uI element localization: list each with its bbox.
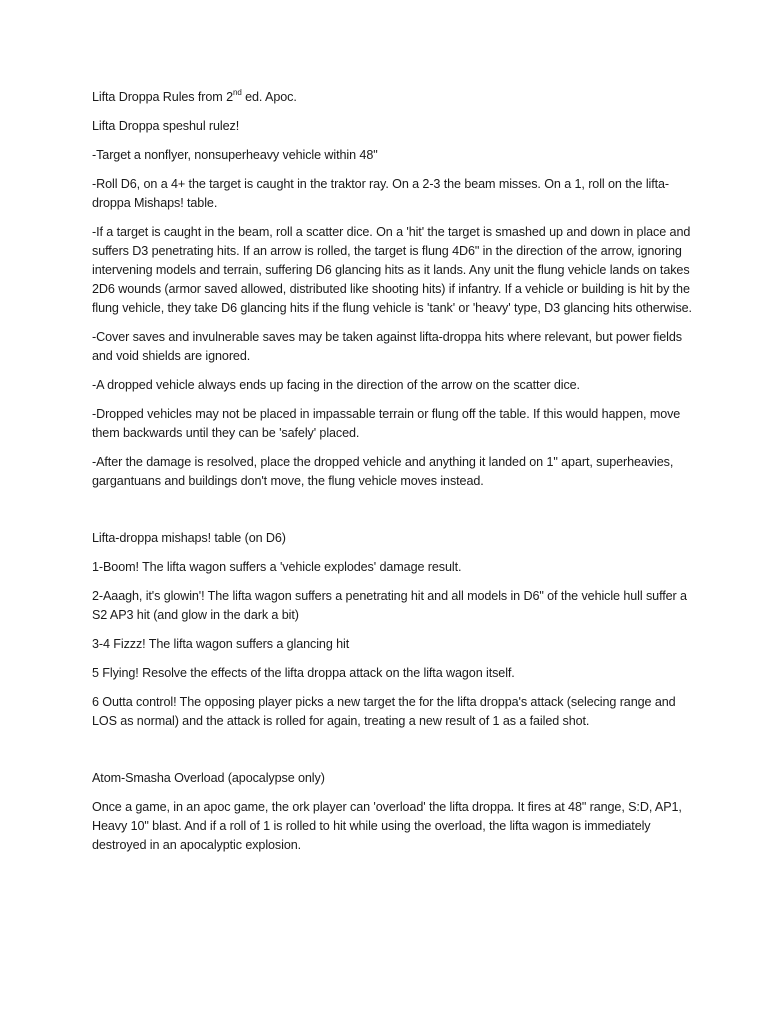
- mishap-entry: 1-Boom! The lifta wagon suffers a 'vehicle explodes' damage result.: [92, 560, 462, 574]
- overload-heading: Atom-Smasha Overload (apocalypse only): [92, 771, 325, 785]
- section-spacer: [92, 741, 692, 769]
- mishap-entry: 5 Flying! Resolve the effects of the lifta droppa attack on the lifta wagon itself.: [92, 666, 515, 680]
- rule-paragraph: -After the damage is resolved, place the dropped vehicle and anything it landed on 1" apart, superheavies, gargantuans and buildings don't move, the flung vehicle moves instead.: [92, 455, 674, 488]
- title-prefix: Lifta Droppa Rules from 2: [92, 90, 233, 104]
- document-page: [92, 88, 692, 865]
- mishaps-heading: Lifta-droppa mishaps! table (on D6): [92, 531, 286, 545]
- title-suffix: ed. Apoc.: [241, 90, 297, 104]
- rule-paragraph: -Cover saves and invulnerable saves may be taken against lifta-droppa hits where relevant, but power fields and void shields are ignored.: [92, 330, 682, 363]
- rule-paragraph: -Dropped vehicles may not be placed in impassable terrain or flung off the table. If this would happen, move them backwards until they can be 'safely' placed.: [92, 407, 681, 440]
- section-spacer: [92, 501, 692, 529]
- rule-paragraph: -If a target is caught in the beam, roll a scatter dice. On a 'hit' the target is smashed up and down in place and suffers D3 penetrating hits. If an arrow is rolled, the target is flung 4D6" in the direction of the arrow, ignoring intervening models and terrain, suffering D6 glancing hits as it lands. Any unit the flung vehicle lands on takes 2D6 wounds (armor saved allowed, distributed like shooting hits) if infantry. If a vehicle or building is hit by the flung vehicle, they take D6 glancing hits if the flung vehicle is 'tank' or 'heavy' type, D3 glancing hits otherwise.: [92, 225, 692, 315]
- document-title: [92, 88, 692, 107]
- overload-body: Once a game, in an apoc game, the ork player can 'overload' the lifta droppa. It fires at 48" range, S:D, AP1, Heavy 10" blast. And if a roll of 1 is rolled to hit while using the overload, the lifta wagon is immediately destroyed in an apocalyptic explosion.: [92, 800, 682, 852]
- rule-paragraph: -Target a nonflyer, nonsuperheavy vehicle within 48": [92, 148, 378, 162]
- mishap-entry: 6 Outta control! The opposing player picks a new target the for the lifta droppa's attack (selecing range and LOS as normal) and the attack is rolled for again, treating a new result of 1 as a failed shot.: [92, 695, 676, 728]
- rules-heading: Lifta Droppa speshul rulez!: [92, 119, 240, 133]
- mishap-entry: 3-4 Fizzz! The lifta wagon suffers a glancing hit: [92, 637, 350, 651]
- rule-paragraph: -Roll D6, on a 4+ the target is caught in the traktor ray. On a 2-3 the beam misses. On a 1, roll on the lifta-droppa Mishaps! table.: [92, 177, 670, 210]
- rule-paragraph: -A dropped vehicle always ends up facing in the direction of the arrow on the scatter dice.: [92, 378, 580, 392]
- title-ordinal-suffix: nd: [233, 87, 242, 97]
- mishap-entry: 2-Aaagh, it's glowin'! The lifta wagon suffers a penetrating hit and all models in D6" of the vehicle hull suffer a S2 AP3 hit (and glow in the dark a bit): [92, 589, 687, 622]
